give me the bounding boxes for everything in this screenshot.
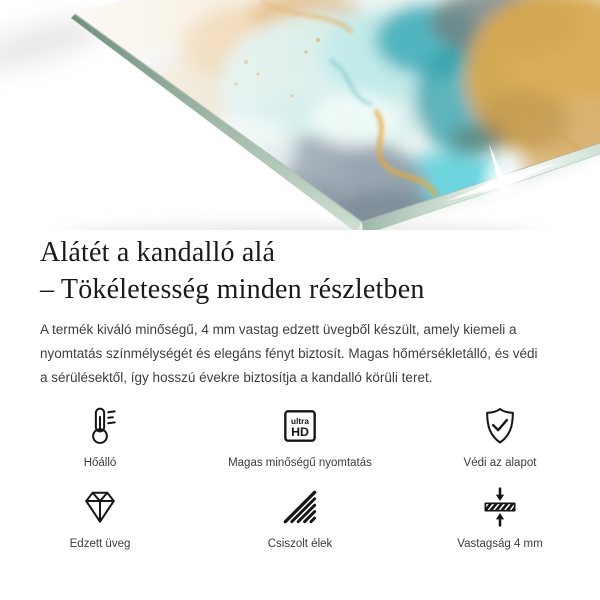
feature-label: Csiszolt élek — [267, 538, 333, 550]
feature-polished-edges — [200, 485, 400, 550]
product-description: A termék kiváló minőségű, 4 mm vastag edzett üvegből készült, amely kiemeli a nyomtatás színmélységét és elegáns fényt biztosít. Magas hőmérsékletálló, és védi a sérülésektől, így hosszú évekre biztosítja a kandalló körüli teret. — [40, 322, 538, 385]
feature-protects-base — [400, 404, 600, 469]
feature-print-quality — [200, 404, 400, 469]
product-info-section — [0, 230, 600, 550]
shield-check-icon — [478, 404, 522, 448]
thermometer-icon — [78, 404, 122, 448]
ultra-hd-icon-text-bottom: HD — [291, 425, 309, 440]
diamond-icon — [78, 485, 122, 529]
feature-heat-resistant — [0, 404, 200, 469]
feature-label: Hőálló — [83, 457, 117, 469]
feature-tempered-glass — [0, 485, 200, 550]
feature-label: Védi az alapot — [463, 457, 537, 469]
page-title-line1: Alátét a kandalló alá — [40, 237, 276, 268]
page-title — [40, 234, 560, 308]
ultra-hd-icon-text-top: ultra — [291, 417, 309, 427]
marble-glass-panel-illustration — [0, 0, 600, 230]
product-image — [0, 0, 600, 230]
feature-label: Magas minőségű nyomtatás — [228, 457, 372, 469]
page-title-line2: – Tökéletesség minden részletben — [40, 274, 425, 305]
feature-thickness — [400, 485, 600, 550]
feature-label: Vastagság 4 mm — [457, 538, 543, 550]
thickness-icon — [478, 485, 522, 529]
ultra-hd-icon — [278, 404, 322, 448]
feature-grid — [0, 404, 600, 550]
polished-edges-icon — [278, 485, 322, 529]
feature-label: Edzett üveg — [69, 538, 131, 550]
